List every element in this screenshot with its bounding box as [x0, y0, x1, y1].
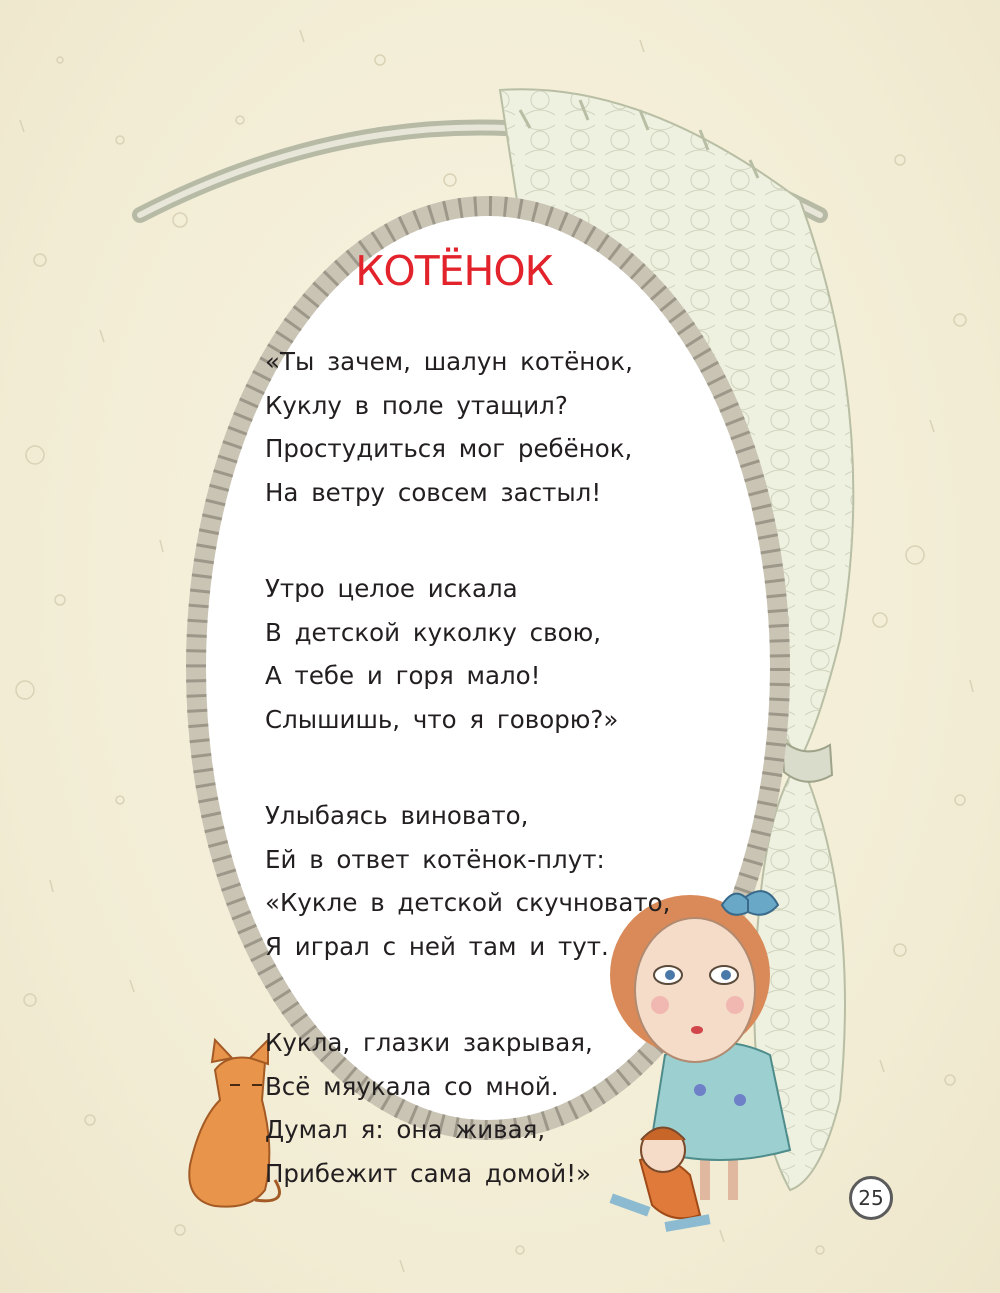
- poem-line: Утро целое искала: [265, 574, 518, 603]
- poem-line: Ей в ответ котёнок-плут:: [265, 844, 605, 874]
- poem-text: [265, 340, 705, 1248]
- poem-line: Слышишь, что я говорю?»: [265, 704, 619, 734]
- stanza: [265, 1021, 705, 1195]
- poem-line: Простудиться мог ребёнок,: [265, 434, 633, 463]
- poem-line: В детской куколку свою,: [265, 617, 601, 647]
- page-number-badge: 25: [849, 1176, 893, 1220]
- poem-line: На ветру совсем застыл!: [265, 477, 602, 507]
- poem-line: А тебе и горя мало!: [265, 661, 541, 690]
- poem-line: «Ты зачем, шалун котёнок,: [265, 347, 633, 376]
- poem-line: Улыбаясь виновато,: [265, 801, 529, 830]
- poem-line: «Кукле в детской скучновато,: [265, 888, 671, 917]
- poem-line: Кукла, глазки закрывая,: [265, 1028, 593, 1057]
- poem-line: Я играл с ней там и тут.: [265, 931, 609, 961]
- poem-line: Всё мяукала со мной.: [265, 1071, 559, 1101]
- stanza: [265, 340, 705, 514]
- poem-title: КОТЁНОК: [355, 247, 553, 295]
- poem-line: Прибежит сама домой!»: [265, 1158, 592, 1188]
- poem-line: Думал я: она живая,: [265, 1115, 546, 1144]
- poem-line: Куклу в поле утащил?: [265, 390, 568, 420]
- stanza: [265, 794, 705, 968]
- stanza: [265, 567, 705, 741]
